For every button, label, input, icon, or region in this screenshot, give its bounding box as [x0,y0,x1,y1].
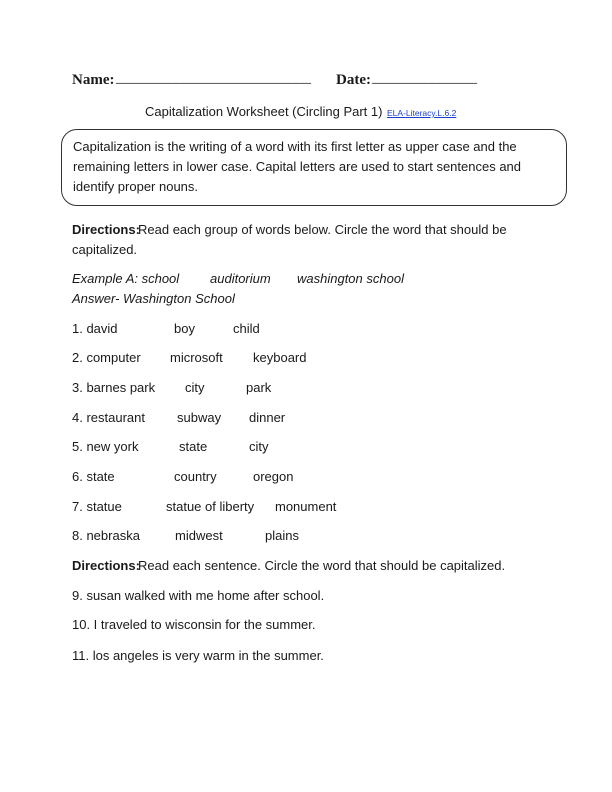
sentence[interactable]: 11. los angeles is very warm in the summer. [72,648,324,663]
sentence[interactable]: 10. I traveled to wisconsin for the summer. [72,617,316,632]
example-word: auditorium [210,271,271,286]
item-word[interactable]: oregon [253,469,294,484]
date-label: Date: [336,72,371,88]
item-word[interactable]: 8. nebraska [72,528,140,543]
name-label: Name: [72,72,115,88]
item-word[interactable]: subway [177,410,222,425]
standard-link[interactable]: ELA-Literacy.L.6.2 [387,108,457,118]
sentence[interactable]: 9. susan walked with me home after school. [72,588,325,603]
item-word[interactable]: 2. computer [72,350,141,365]
item-word[interactable]: keyboard [253,350,307,365]
intro-line: remaining letters in lower case. Capital letters are used to start sentences and [73,159,522,174]
directions-text-continued: capitalized. [72,242,138,257]
example-answer: Answer- Washington School [72,291,235,306]
item-word[interactable]: dinner [249,410,286,425]
directions-text: Read each group of words below. Circle the word that should be [138,222,507,237]
item-word[interactable]: city [249,439,269,454]
item-word[interactable]: park [246,380,272,395]
item-word[interactable]: 6. state [72,469,115,484]
intro-line: Capitalization is the writing of a word with its first letter as upper case and the [73,139,517,154]
item-word[interactable]: 1. david [72,321,118,336]
example-label: Example A: school [72,271,180,286]
item-word[interactable]: 3. barnes park [72,380,156,395]
intro-line: identify proper nouns. [73,179,199,194]
item-word[interactable]: child [233,321,260,336]
item-word[interactable]: microsoft [170,350,223,365]
item-word[interactable]: statue of liberty [166,499,255,514]
item-word[interactable]: boy [174,321,195,336]
item-word[interactable]: midwest [175,528,223,543]
item-word[interactable]: 5. new york [72,439,139,454]
item-word[interactable]: country [174,469,217,484]
example-word: washington school [297,271,404,286]
date-field[interactable]: ______________ [372,70,477,86]
item-word[interactable]: city [185,380,205,395]
item-word[interactable]: state [179,439,208,454]
item-word[interactable]: plains [265,528,299,543]
worksheet-title: Capitalization Worksheet (Circling Part 1) [145,104,383,119]
item-word[interactable]: 7. statue [72,499,122,514]
item-word[interactable]: 4. restaurant [72,410,145,425]
name-field[interactable]: __________________________ [116,70,311,86]
directions-label: Directions: [72,222,140,237]
item-word[interactable]: monument [275,499,337,514]
directions-text: Read each sentence. Circle the word that should be capitalized. [138,558,506,573]
directions-label: Directions: [72,558,140,573]
